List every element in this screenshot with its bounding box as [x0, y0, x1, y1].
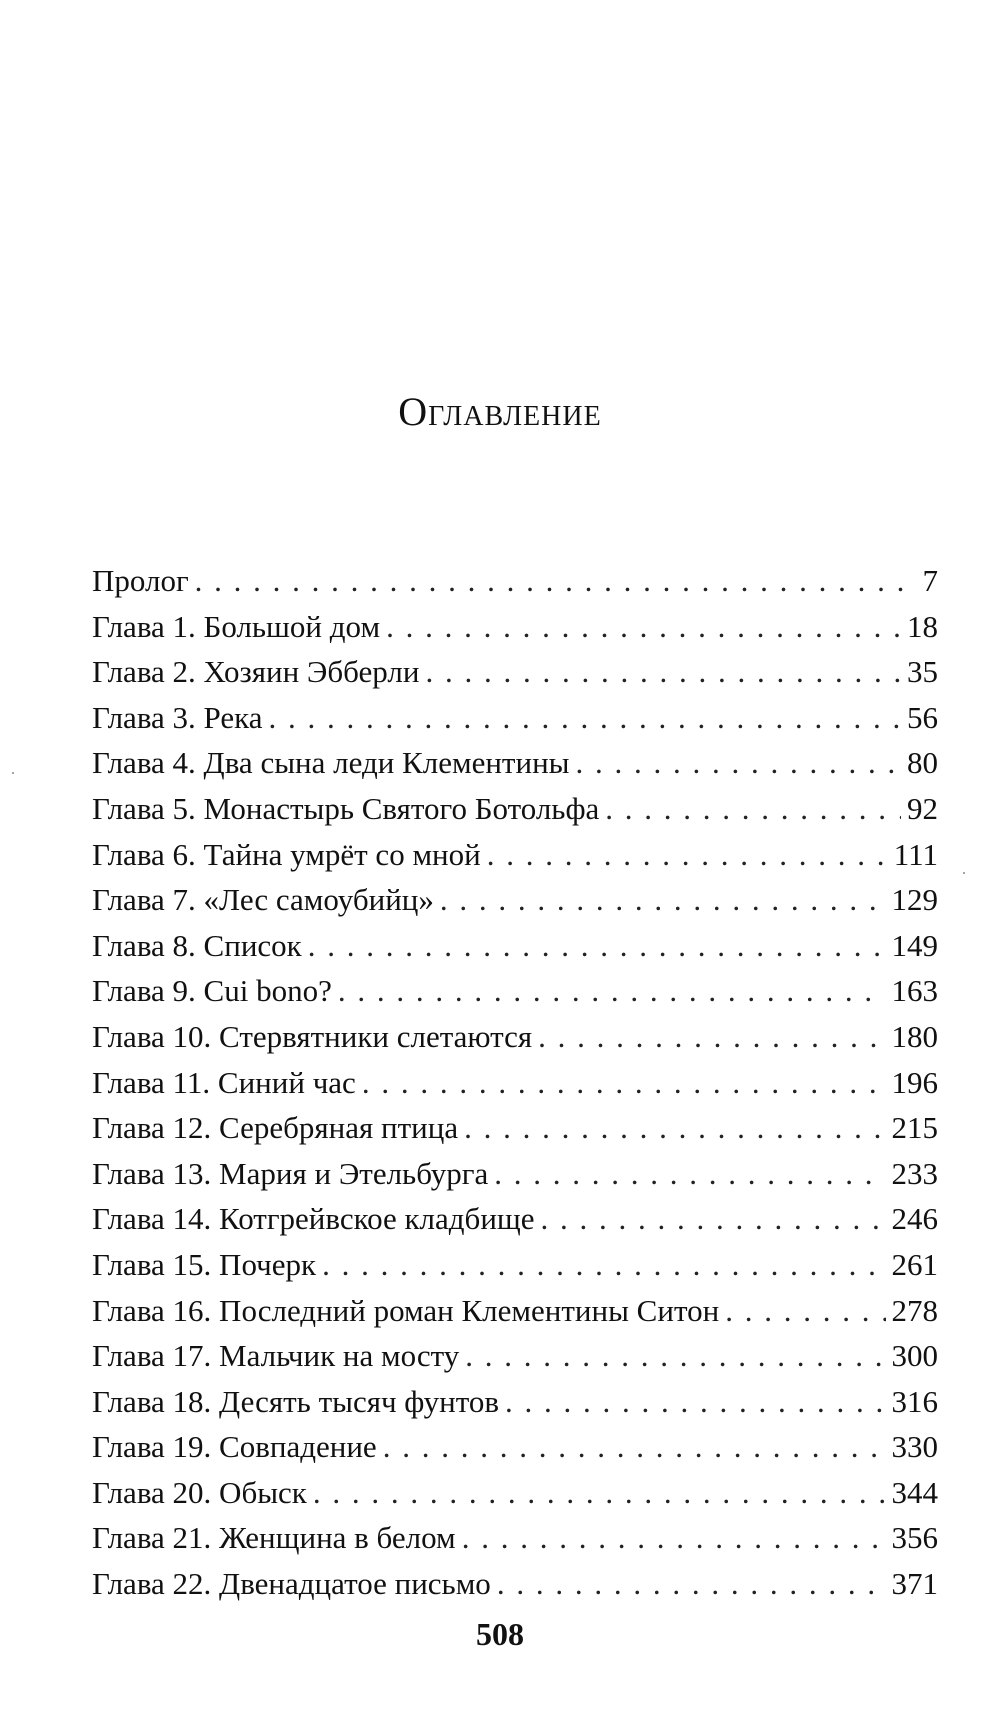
toc-leader-dots [386, 604, 901, 650]
toc-entry [92, 1379, 938, 1425]
toc-entry [92, 1424, 938, 1470]
scan-speck [12, 772, 14, 774]
toc-leader-dots [308, 923, 886, 969]
toc-entry-page: 196 [891, 1064, 938, 1100]
toc-entry-page: 215 [891, 1110, 938, 1146]
toc-leader-dots [383, 1424, 886, 1470]
toc-entry-page: 129 [891, 882, 938, 918]
toc-entry-label: Глава 1. Большой дом [92, 608, 381, 644]
scan-speck [963, 872, 965, 874]
toc-entry-page: 92 [907, 790, 938, 826]
toc-entry [92, 832, 938, 878]
toc-leader-dots [322, 1242, 885, 1288]
toc-entry [92, 1242, 938, 1288]
toc-entry-page: 180 [891, 1018, 938, 1054]
toc-entry-page: 56 [907, 699, 938, 735]
toc-leader-dots [440, 877, 886, 923]
toc-entry-label: Глава 7. «Лес самоубийц» [92, 882, 434, 918]
toc-entry-label: Глава 19. Совпадение [92, 1429, 377, 1465]
toc-entry [92, 604, 938, 650]
toc-entry-label: Глава 17. Мальчик на мосту [92, 1338, 460, 1374]
toc-entry [92, 1333, 938, 1379]
toc-entry-page: 371 [891, 1566, 938, 1602]
toc-leader-dots [725, 1288, 885, 1334]
toc-entry-label: Глава 21. Женщина в белом [92, 1520, 456, 1556]
toc-entry [92, 649, 938, 695]
toc-entry [92, 1288, 938, 1334]
toc-leader-dots [462, 1515, 886, 1561]
toc-entry-page: 233 [891, 1155, 938, 1191]
toc-entry-label: Глава 14. Котгрейвское кладбище [92, 1201, 535, 1237]
toc-entry-page: 300 [891, 1338, 938, 1374]
toc-entry-label: Глава 10. Стервятники слетаются [92, 1018, 533, 1054]
toc-entry [92, 923, 938, 969]
toc-entry-label: Глава 13. Мария и Этельбурга [92, 1155, 489, 1191]
toc-entry-page: 111 [893, 836, 938, 872]
toc-leader-dots [464, 1105, 885, 1151]
toc-entry-page: 7 [922, 563, 938, 598]
page-number: 508 [476, 1616, 524, 1652]
table-of-contents [92, 558, 938, 1607]
toc-leader-dots [195, 558, 917, 604]
toc-entry-page: 261 [891, 1246, 938, 1282]
toc-entry-label: Глава 20. Обыск [92, 1474, 307, 1510]
toc-leader-dots [338, 968, 886, 1014]
toc-entry-label: Глава 4. Два сына леди Клементины [92, 745, 570, 781]
toc-leader-dots [362, 1060, 886, 1106]
toc-entry-page: 330 [891, 1429, 938, 1465]
toc-entry-label: Глава 16. Последний роман Клементины Ситон [92, 1292, 720, 1328]
toc-entry-page: 149 [891, 927, 938, 963]
toc-entry-label: Глава 22. Двенадцатое письмо [92, 1566, 491, 1602]
toc-entry-label: Глава 6. Тайна умрёт со мной [92, 836, 481, 872]
toc-leader-dots [494, 1151, 885, 1197]
toc-leader-dots [541, 1196, 886, 1242]
toc-entry [92, 1515, 938, 1561]
toc-entry-label: Глава 9. Cui bono? [92, 973, 332, 1009]
toc-entry-page: 278 [891, 1292, 938, 1328]
toc-entry-page: 344 [891, 1474, 938, 1510]
toc-leader-dots [505, 1379, 886, 1425]
toc-entry [92, 1196, 938, 1242]
toc-entry [92, 740, 938, 786]
toc-entry-label: Глава 15. Почерк [92, 1246, 317, 1282]
toc-entry-page: 316 [891, 1383, 938, 1419]
toc-entry-page: 163 [891, 973, 938, 1009]
toc-entry [92, 695, 938, 741]
toc-entry [92, 1470, 938, 1516]
toc-leader-dots [313, 1470, 886, 1516]
toc-entry [92, 1105, 938, 1151]
toc-leader-dots [605, 786, 901, 832]
toc-entry [92, 1561, 938, 1607]
toc-entry-label: Глава 5. Монастырь Святого Ботольфа [92, 790, 600, 826]
toc-leader-dots [269, 695, 902, 741]
toc-leader-dots [576, 740, 902, 786]
toc-leader-dots [487, 832, 888, 878]
toc-entry [92, 968, 938, 1014]
toc-entry-page: 18 [907, 608, 938, 644]
toc-entry-label: Глава 12. Серебряная птица [92, 1110, 459, 1146]
toc-entry-page: 35 [907, 654, 938, 690]
toc-entry-label: Глава 2. Хозяин Эбберли [92, 654, 420, 690]
toc-entry [92, 1151, 938, 1197]
toc-entry-label: Глава 8. Список [92, 927, 302, 963]
toc-leader-dots [538, 1014, 885, 1060]
toc-entry [92, 1060, 938, 1106]
toc-entry-page: 246 [891, 1201, 938, 1237]
toc-entry-label: Глава 18. Десять тысяч фунтов [92, 1383, 499, 1419]
toc-entry [92, 786, 938, 832]
toc-entry-label: Пролог [92, 563, 189, 598]
toc-entry-label: Глава 3. Река [92, 699, 263, 735]
toc-entry-page: 80 [907, 745, 938, 781]
toc-leader-dots [425, 649, 901, 695]
page-title: Оглавление [398, 389, 602, 434]
toc-entry-page: 356 [891, 1520, 938, 1556]
toc-entry [92, 1014, 938, 1060]
toc-leader-dots [465, 1333, 885, 1379]
toc-leader-dots [497, 1561, 886, 1607]
toc-entry-label: Глава 11. Синий час [92, 1064, 356, 1100]
toc-entry [92, 877, 938, 923]
toc-entry [92, 558, 938, 604]
